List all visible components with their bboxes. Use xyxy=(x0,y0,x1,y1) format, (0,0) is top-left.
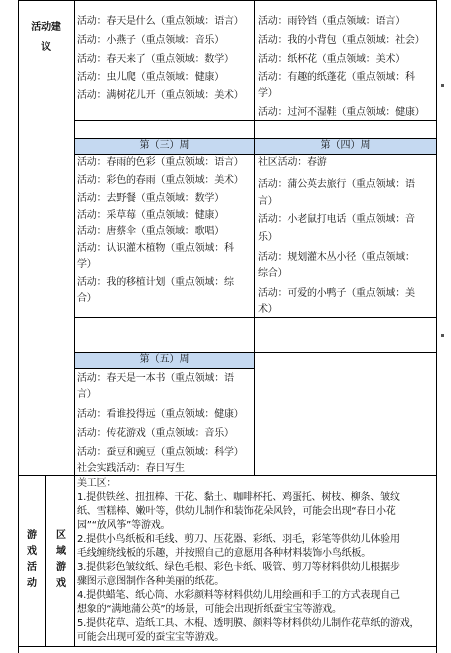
row-divider-4 xyxy=(74,317,437,318)
section-label-activity-suggestions: 活动建议 xyxy=(31,22,61,53)
margin-marker-bottom xyxy=(441,334,444,337)
list-item: 活动：传花游戏（重点领域：音乐） xyxy=(77,428,234,439)
list-item: 学） xyxy=(77,259,97,270)
list-item: 社区活动：春游 xyxy=(258,157,327,168)
list-item: 活动：去野餐（重点领域：数学） xyxy=(77,193,224,204)
list-item: 综合） xyxy=(258,268,288,279)
paragraph-line: 纸、雪糕棒、嫩叶等，供幼儿制作和装饰花朵风铃，可能会出现“春日小花 xyxy=(77,506,396,517)
list-item: 活动：小燕子（重点领域：音乐） xyxy=(77,35,224,46)
paragraph-line: 骤图示意图制作各种美丽的纸花。 xyxy=(77,576,224,587)
list-item: 活动：规划灌木丛小径（重点领域： xyxy=(258,252,415,263)
paragraph-line: 美工区： xyxy=(77,478,117,489)
list-item: 学） xyxy=(258,88,278,99)
section-label-area-games: 区域游戏 xyxy=(56,530,66,589)
table-border-bottom xyxy=(18,646,437,647)
paragraph-line: 1.提供铁丝、扭扭棒、干花、黏土、咖啡杯托、鸡蛋托、树枝、柳条、皱纹 xyxy=(77,492,400,503)
list-item: 活动：虫儿爬（重点领域：健康） xyxy=(77,72,224,83)
list-item: 活动：雨铃铛（重点领域：语言） xyxy=(258,16,405,27)
paragraph-line: 5.提供花草、造纸工具、木棍、透明膜、颜料等材料供幼儿制作花草纸的游戏， xyxy=(77,618,420,629)
paragraph-line: 2.提供小鸟纸板和毛线、剪刀、压花器、彩纸、羽毛，彩笔等供幼儿体验用 xyxy=(77,534,400,545)
list-item: 活动：春天来了（重点领域：数学） xyxy=(77,54,234,65)
list-item: 活动：小老鼠打电话（重点领域：音 xyxy=(258,214,415,225)
list-item: 社会实践活动：春日写生 xyxy=(77,463,185,474)
list-item: 活动：我的移植计划（重点领域：综 xyxy=(77,277,234,288)
list-item: 活动：纸杯花（重点领域：美术） xyxy=(258,54,405,65)
game-section-top xyxy=(18,475,437,476)
week3-header: 第（三）周 xyxy=(139,140,190,151)
list-item: 活动：蒲公英去旅行（重点领域：语 xyxy=(258,179,415,190)
section-label-game-activities: 游戏活动 xyxy=(27,530,37,589)
list-item: 活动：春天是一本书（重点领域：语 xyxy=(77,373,234,384)
list-item: 活动：满树花儿开（重点领域：美术） xyxy=(77,90,244,101)
paragraph-line: 园”“放风筝”等游戏。 xyxy=(77,520,171,531)
list-item: 活动：有趣的纸蓬花（重点领域：科 xyxy=(258,72,415,83)
week5-header: 第（五）周 xyxy=(139,354,190,365)
list-item: 言） xyxy=(77,389,97,400)
list-item: 活动：彩色的春雨（重点领域：美术） xyxy=(77,175,244,186)
paragraph-line: 可能会出现可爱的蚕宝宝等游戏。 xyxy=(77,632,224,643)
paragraph-line: 毛线缠绕线板的乐趣，并按照自己的意愿用各种材料装饰小鸟纸板。 xyxy=(77,548,371,559)
list-item: 活动：可爱的小鸭子（重点领域：美 xyxy=(258,288,415,299)
row-divider-1 xyxy=(74,120,437,121)
paragraph-line: 3.提供彩色皱纹纸、绿色毛根、彩色卡纸、吸管、剪刀等材料供幼儿根据步 xyxy=(77,562,400,573)
list-item: 活动：认识灌木植物（重点领域：科 xyxy=(77,243,234,254)
list-item: 术） xyxy=(258,304,278,315)
list-item: 活动：春雨的色彩（重点领域：语言） xyxy=(77,157,244,168)
list-item: 活动：过河不湿鞋（重点领域：健康） xyxy=(258,107,425,118)
week4-header: 第（四）周 xyxy=(320,140,371,151)
list-item: 活动：采草莓（重点领域：健康） xyxy=(77,210,224,221)
list-item: 活动：春天是什么（重点领域：语言） xyxy=(77,16,244,27)
table-border-right xyxy=(436,0,437,653)
paragraph-line: 想象的“满地蒲公英”的场景，可能会出现折纸蚕宝宝等游戏。 xyxy=(77,604,342,615)
margin-marker-top xyxy=(441,84,444,87)
row-divider-6 xyxy=(74,368,255,369)
list-item: 言） xyxy=(258,196,278,207)
list-item: 合） xyxy=(77,293,97,304)
list-item: 活动：我的小背包（重点领域：社会） xyxy=(258,35,425,46)
list-item: 活动：蚕豆和豌豆（重点领域：科学） xyxy=(77,447,244,458)
paragraph-line: 4.提供蜡笔、纸心筒、水彩颜料等材料供幼儿用绘画和手工的方式表现自己 xyxy=(77,590,400,601)
list-item: 活动：唐蔡伞（重点领域：歌唱） xyxy=(77,226,224,237)
row-divider-5 xyxy=(74,352,437,353)
list-item: 乐） xyxy=(258,232,278,243)
week-col-divider xyxy=(254,0,255,476)
table-border-left xyxy=(18,0,19,653)
label-col-divider xyxy=(74,0,75,647)
table-border-top xyxy=(18,0,437,1)
list-item: 活动：看谁投得远（重点领域：健康） xyxy=(77,409,244,420)
row-divider-3 xyxy=(74,154,437,155)
sublabel-col-divider xyxy=(45,475,46,647)
row-divider-2 xyxy=(74,138,437,139)
